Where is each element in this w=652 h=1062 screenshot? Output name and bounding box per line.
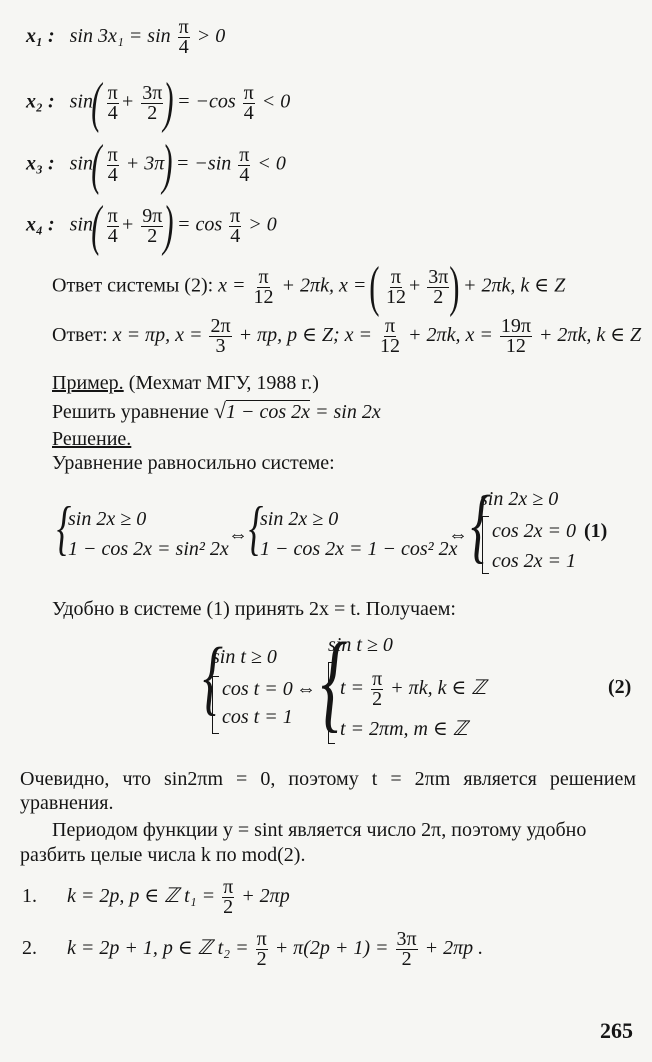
- fraction: $\frac{\pi}{4}$: [178, 16, 189, 58]
- sys2-line: sin t ≥ 0: [328, 634, 393, 656]
- sys2-line: cos t = 1: [222, 706, 293, 728]
- item-number: 2.: [22, 937, 37, 960]
- system-answer-label: Ответ системы (2):: [52, 274, 214, 297]
- fraction: $\frac{\pi}{2}$: [223, 876, 234, 918]
- system-1: { sin 2x ≥ 0 1 − cos 2x = sin² 2x ⇔ { sin 2x ≥ 0 1 − cos 2x = 1 − cos² 2x ⇔ { sin 2x ≥ 0 cos 2x = 0 cos 2x = 1 (1): [56, 479, 608, 572]
- case-var: x₄ :: [26, 213, 55, 236]
- fraction: $\frac{3\pi}{2}$: [142, 81, 163, 124]
- item-number: 1.: [22, 885, 37, 908]
- fraction: $\frac{\pi}{4}$: [107, 204, 118, 247]
- fraction: $\frac{3\pi}{2}$: [396, 928, 417, 970]
- fraction: $\frac{\pi}{4}$: [107, 81, 118, 124]
- system-2: { sin t ≥ 0 cos t = 0 cos t = 1 ⇔ { sin t ≥ 0 t = $\frac{\pi}{2}$ + πk, k ∈ ℤ t = 2πm, m ∈ ℤ (2): [202, 620, 632, 742]
- case-x2: x₂ : sin( $\frac{\pi}{4}$ + $\frac{3\pi}{2}$ ) = −cos $\frac{\pi}{4}$ < 0: [26, 72, 291, 134]
- paragraph-line: Периодом функции y = sint является число 2π, поэтому удобно: [52, 819, 587, 841]
- example-heading: [52, 370, 319, 396]
- sys2-term: t =: [340, 677, 365, 700]
- solution-label: Решение.: [52, 428, 132, 450]
- fraction: $\frac{9\pi}{2}$: [142, 204, 163, 247]
- case-fn: sin: [69, 90, 93, 113]
- item-term: k = 2p + 1, p ∈ ℤ t₂ =: [67, 937, 249, 960]
- example-task: Решить уравнение √1 − cos 2x = sin 2x: [52, 398, 381, 423]
- case-x3: x₃ : sin( $\frac{\pi}{4}$ + 3π) = −sin $\frac{\pi}{4}$ < 0: [26, 134, 286, 196]
- fraction: $\frac{\pi}{12}$: [385, 265, 406, 308]
- case-fn: sin: [69, 152, 93, 175]
- case-lhs: sin 3x₁ = sin: [69, 25, 171, 48]
- equation-tag: (2): [608, 676, 632, 698]
- case-fn: sin: [69, 213, 93, 236]
- fraction: $\frac{\pi}{2}$: [372, 668, 383, 710]
- item-term: + 2πp .: [424, 937, 484, 960]
- equivalence-text: Уравнение равносильно системе:: [52, 452, 335, 474]
- fraction: $\frac{\pi}{4}$: [239, 143, 250, 186]
- fraction: $\frac{\pi}{4}$: [230, 204, 241, 247]
- paragraph-line: Очевидно, что sin2πm = 0, поэтому t = 2πm является решением: [20, 768, 636, 790]
- fraction: $\frac{\pi}{12}$: [253, 265, 274, 308]
- sys1-line: cos 2x = 1: [492, 550, 577, 572]
- item-term: + 2πp: [241, 885, 290, 908]
- iff-symbol: ⇔: [448, 524, 468, 546]
- fraction: $\frac{19\pi}{12}$: [500, 315, 531, 357]
- case-var: x₂ :: [26, 90, 55, 113]
- system-answer: Ответ системы (2): x = $\frac{\pi}{12}$ + 2πk, x = ( $\frac{\pi}{12}$ + $\frac{3\pi}{2}$ ) + 2πk, k ∈ Z: [52, 256, 566, 318]
- paragraph-line: разбить целые числа k по mod(2).: [20, 844, 306, 866]
- case-eq: = cos: [177, 213, 223, 236]
- task-text: Решить уравнение: [52, 401, 209, 423]
- case-var: x₁ :: [26, 25, 55, 48]
- fraction: $\frac{3\pi}{2}$: [428, 265, 449, 308]
- sys1-line: 1 − cos 2x = sin² 2x: [68, 538, 229, 560]
- fraction: $\frac{\pi}{4}$: [107, 143, 118, 186]
- case-rhs: > 0: [248, 213, 277, 236]
- equation-tag: (1): [584, 520, 608, 542]
- sys1-line: cos 2x = 0: [492, 520, 577, 542]
- iff-symbol: ⇔: [296, 678, 316, 700]
- sys1-line: 1 − cos 2x = 1 − cos² 2x: [260, 538, 458, 560]
- case-x4: x₄ : sin( $\frac{\pi}{4}$ + $\frac{9\pi}{2}$ ) = cos $\frac{\pi}{4}$ > 0: [26, 195, 277, 257]
- sys1-line: sin 2x ≥ 0: [480, 488, 559, 510]
- item-1: [22, 878, 290, 917]
- case-var: x₃ :: [26, 152, 55, 175]
- sys2-line: t = 2πm, m ∈ ℤ: [340, 718, 468, 740]
- example-source: (Мехмат МГУ, 1988 г.): [128, 372, 319, 394]
- case-rhs: < 0: [257, 152, 286, 175]
- answer-label: Ответ:: [52, 324, 108, 347]
- fraction: $\frac{\pi}{4}$: [243, 81, 254, 124]
- item-2: [22, 930, 483, 969]
- case-rhs: < 0: [261, 90, 291, 113]
- example-label: Пример.: [52, 372, 124, 394]
- task-rhs: = sin 2x: [315, 401, 381, 423]
- case-term: + 3π: [125, 152, 165, 175]
- fraction: $\frac{\pi}{2}$: [256, 928, 267, 970]
- item-term: + π(2p + 1) =: [274, 937, 389, 960]
- sys1-line: sin 2x ≥ 0: [68, 508, 147, 530]
- substitution-text: Удобно в системе (1) принять 2x = t. Получаем:: [52, 598, 456, 620]
- sys2-line: sin t ≥ 0: [212, 646, 277, 668]
- case-eq: = −cos: [177, 90, 236, 113]
- sys1-line: sin 2x ≥ 0: [260, 508, 339, 530]
- sys2-line: cos t = 0: [222, 678, 293, 700]
- sys2-term: + πk, k ∈ ℤ: [390, 677, 487, 700]
- radicand: 1 − cos 2x: [225, 401, 311, 423]
- fraction: $\frac{\pi}{12}$: [380, 315, 401, 357]
- paragraph-line: уравнения.: [20, 792, 114, 814]
- fraction: $\frac{2\pi}{3}$: [210, 315, 231, 357]
- case-x1: [26, 18, 225, 57]
- case-eq: = −sin: [175, 152, 232, 175]
- page-number: 265: [600, 1018, 633, 1043]
- iff-symbol: ⇔: [228, 524, 248, 546]
- case-rhs: > 0: [196, 25, 226, 48]
- answer: Ответ: x = πp, x = $\frac{2\pi}{3}$ + πp, p ∈ Z; x = $\frac{\pi}{12}$ + 2πk, x = $\frac{19\pi}{12}$ + 2πk, k ∈ Z: [52, 315, 642, 357]
- item-term: k = 2p, p ∈ ℤ t₁ =: [67, 885, 216, 908]
